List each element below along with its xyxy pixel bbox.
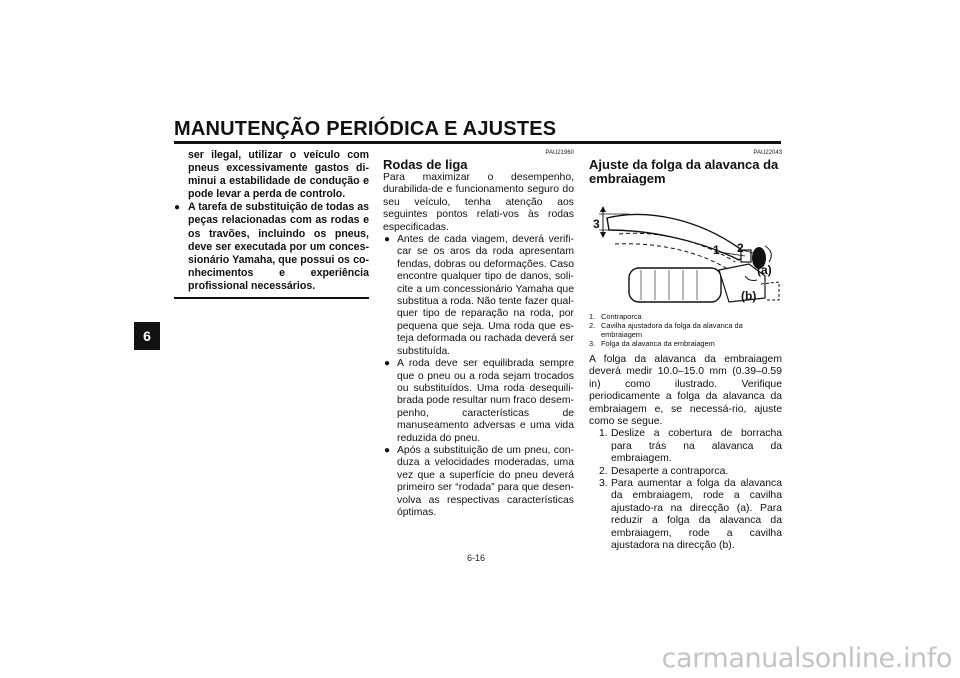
arrow-down-icon [600,232,606,238]
list-item-text: Após a substituição de um pneu, con-duza a velocidades moderadas, uma vez que a superfície do pneu deverá primeiro ser “rodada” para que desen-volva as respectivas características óptimas. [397,444,574,518]
warning-bullet-text: A tarefa de substituição de todas as peças relacionadas com as rodas e os travões, incluindo os pneus, deve ser executada por um conces-sionário Yamaha, que possui os co-nhecimentos e experiência profissional necessários. [188,201,369,292]
label-3: 3 [593,217,600,231]
rotate-arrow-a-icon [765,246,771,262]
bullet-icon: ● [384,358,391,370]
bullet-icon: ● [384,234,391,246]
handlebar-grip [629,268,721,302]
bullet-icon: ● [174,202,181,214]
section-code: PAU22043 [753,150,782,156]
arrow-up-icon [600,206,606,212]
list-item [383,234,574,358]
label-1: 1 [713,243,720,257]
section-heading: Ajuste da folga da alavanca da embraiagem [589,157,779,186]
section-tab: 6 [134,322,160,350]
list-item [383,445,574,519]
bullet-icon: ● [384,444,391,456]
section-intro: Para maximizar o desempenho, durabilida-de e funcionamento seguro do seu veículo, tenha atenção aos seguintes pontos relati-vos às rodas especificadas. [383,172,574,233]
adjustment-steps [589,428,782,552]
warning-continuation: ser ilegal, utilizar o veículo com pneus excessivamente gastos di-minui a estabilidade de condução e pode levar a perda de controlo. [188,149,369,201]
warning-column [174,149,369,299]
page-number: 6-16 [467,553,486,563]
section-intro: A folga da alavanca da embraiagem deverá medir 10.0–15.0 mm (0.39–0.59 in) como ilustrado. Verifique periodicamente a folga da alavanca da embraiagem e, se necessá-rio, ajuste como se segue. [589,354,782,428]
list-item: 3. Folga da alavanca da embraiagem [589,339,715,348]
list-item: 1. Deslize a cobertura de borracha para trás na alavanca da embraiagem. [599,428,782,465]
warning-end-rule [174,297,369,299]
label-2: 2 [737,241,744,255]
figure-captions [589,312,782,348]
list-item: 3. Para aumentar a folga da alavanca da embraiagem, rode a cavilha ajustado-ra na direcção (a). Para reduzir a folga da alavanca da embraiagem, rode a cavilha ajustadora na direcção (b). [599,478,782,552]
clutch-section [589,150,782,553]
warning-bullet [174,201,369,293]
wheels-section [383,150,574,519]
label-a: (a) [757,263,772,277]
list-item [383,358,574,445]
watermark: carmanualsonline.info [661,643,952,674]
list-item-text: Antes de cada viagem, deverá verifi-car se os aros da roda apresentam fendas, dobras ou deformações. Caso encontre qualquer tipo de danos, soli-cite a um concessionário Yamaha que substitua a roda. Não tente fazer qual-quer tipo de reparação na roda, por pequena que seja. Uma roda que es-teja deformada ou rachada deverá ser substituída. [397,234,574,357]
list-item: 2. Cavilha ajustadora da folga da alavanca da embraiagem [589,321,743,339]
list-item: 2. Desaperte a contraporca. [599,465,729,477]
section-code: PAU21960 [545,150,574,156]
label-b: (b) [741,289,757,303]
clutch-lever-figure [589,190,782,308]
section-heading: Rodas de liga [383,157,468,172]
list-item-text: A roda deve ser equilibrada sempre que o pneu ou a roda sejam trocados ou substituídos. Uma roda desequili-brada pode resultar num fraco desem-penho, características de manuseamento adversas e uma vida reduzida do pneu. [397,358,574,444]
page-title: MANUTENÇÃO PERIÓDICA E AJUSTES [174,118,557,140]
list-item: 1. Contraporca [589,312,642,321]
header-rule [174,141,781,144]
clutch-lever-illustration [589,190,782,308]
